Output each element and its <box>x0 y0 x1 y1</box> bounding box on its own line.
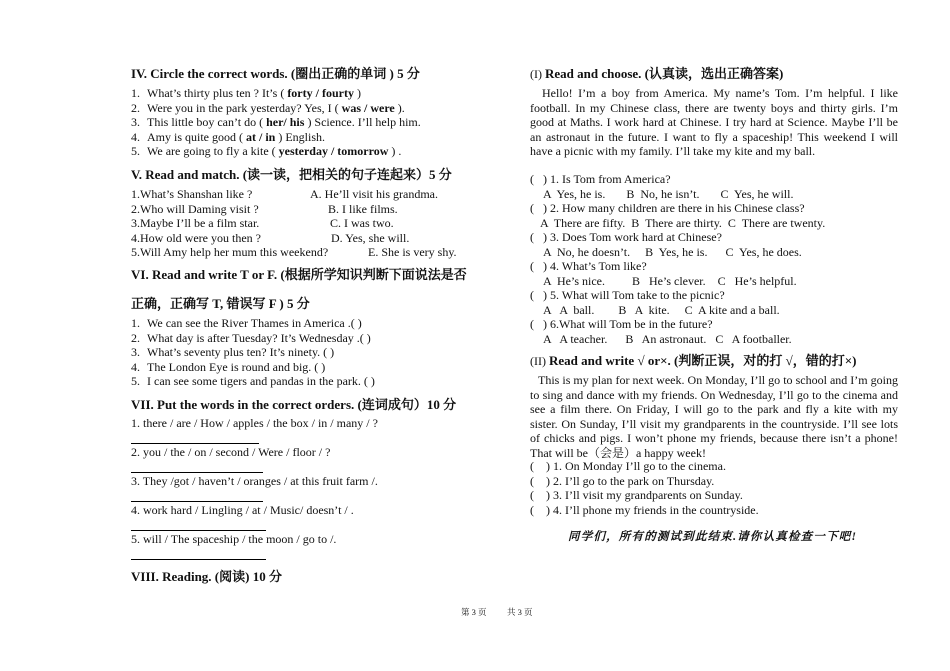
match-question: 1.What’s Shanshan like ? <box>131 187 253 201</box>
answer-options: A There are fifty. B There are thirty. C There are twenty. <box>540 215 826 230</box>
item-text: What’s seventy plus ten? It’s ninety. ( ) <box>147 345 335 359</box>
match-answer: C. I was two. <box>330 216 394 230</box>
reading-1-heading: Read and choose. (认真读，选出正确答案) <box>545 66 784 81</box>
item-number: 5. <box>131 144 140 158</box>
reading-1-prefix: (I) <box>530 67 545 81</box>
item-text: Were you in the park yesterday? Yes, I ( <box>147 100 342 115</box>
match-question: 4.How old were you then ? <box>131 230 261 245</box>
match-answer: D. Yes, she will. <box>331 230 410 245</box>
section-8-title: VIII. Reading. (阅读) 10 分 <box>131 569 282 584</box>
item-number: 4. <box>131 129 140 144</box>
tf-reading-item: ( ) 4. I’ll phone my friends in the countryside. <box>530 502 759 517</box>
answer-options: A A ball. B A kite. C A kite and a ball. <box>543 302 780 317</box>
match-question: 5.Will Amy help her mum this weekend? <box>131 245 329 259</box>
tf-item <box>131 345 334 360</box>
answer-line <box>131 501 263 502</box>
item-text: This little boy can’t do ( <box>147 115 267 129</box>
tf-item <box>131 316 362 331</box>
item-text: We can see the River Thames in America .( ) <box>147 316 362 330</box>
item-text: What day is after Tuesday? It’s Wednesday .( ) <box>147 330 371 345</box>
item-text-end: ) Science. I’ll help him. <box>304 115 421 129</box>
reading-question: ( ) 1. Is Tom from America? <box>530 172 671 186</box>
circle-item <box>131 144 401 159</box>
order-prompt: 5. will / The spaceship / the moon / go to /. <box>131 532 337 546</box>
match-answer: A. He’ll visit his grandma. <box>310 187 438 201</box>
section-4-title: IV. Circle the correct words. (圈出正确的单词 ) 5 分 <box>131 66 420 81</box>
item-number: 2. <box>131 330 140 345</box>
item-text: Amy is quite good ( <box>147 129 246 144</box>
answer-options: A No, he doesn’t. B Yes, he is. C Yes, he does. <box>543 244 802 259</box>
item-text-end: ) English. <box>275 129 326 144</box>
item-text: I can see some tigers and pandas in the park. ( ) <box>147 374 375 388</box>
tf-item <box>131 374 375 389</box>
tf-item <box>131 331 371 346</box>
item-number: 3. <box>131 115 140 129</box>
footer-page: 第 3 页 <box>461 607 487 617</box>
item-number: 5. <box>131 374 140 388</box>
circle-item <box>131 115 421 130</box>
item-number: 2. <box>131 100 140 115</box>
tf-reading-item: ( ) 2. I’ll go to the park on Thursday. <box>530 473 715 488</box>
footer-total: 共 3 页 <box>507 607 533 617</box>
circle-item <box>131 86 361 101</box>
reading-question: ( ) 4. What’s Tom like? <box>530 259 647 273</box>
order-prompt: 4. work hard / Lingling / at / Music/ doesn’t / . <box>131 503 354 517</box>
answer-line <box>131 472 263 473</box>
item-text-end: ) <box>353 86 361 100</box>
answer-line <box>131 443 259 444</box>
circle-item <box>131 130 325 145</box>
item-text-end: ). <box>394 100 405 115</box>
reading-question: ( ) 5. What will Tom take to the picnic? <box>530 288 725 302</box>
closing-note: 同学们，所有的测试到此结束.请你认真检查一下吧! <box>568 531 858 543</box>
answer-options: A Yes, he is. B No, he isn’t. C Yes, he will. <box>543 186 794 201</box>
circle-item <box>131 101 405 116</box>
item-choices: yesterday / tomorrow <box>278 144 389 158</box>
reading-1-passage: Hello! I’m a boy from America. My name’s Tom. I’m helpful. I like football. In my Chinese class, there are twenty boys and thirty girls. I’m good at Maths. I work hard at Chinese. I try hard at Science. Maybe I’ll be an astronaut in the future. I want to fly a spaceship! This weekend I will have a picnic with my family. I’ll take my kite and my ball. <box>530 86 898 158</box>
item-choices: her/ his <box>266 115 305 129</box>
item-text: The London Eye is round and big. ( ) <box>147 359 326 374</box>
order-prompt: 3. They /got / haven’t / oranges / at this fruit farm /. <box>131 474 378 488</box>
section-7-title: VII. Put the words in the correct orders. (连词成句）10 分 <box>131 397 457 412</box>
section-6-title-line2: 正确，正确写 T, 错误写 F ) 5 分 <box>131 296 310 311</box>
tf-reading-item: ( ) 1. On Monday I’ll go to the cinema. <box>530 459 726 473</box>
match-answer: E. She is very shy. <box>368 245 457 259</box>
item-number: 1. <box>131 316 140 330</box>
answer-line <box>131 530 266 531</box>
item-choices: forty / fourty <box>287 86 354 100</box>
answer-options: A He’s nice. B He’s clever. C He’s helpful. <box>543 273 797 288</box>
item-number: 4. <box>131 359 140 374</box>
reading-question: ( ) 6.What will Tom be in the future? <box>530 317 713 331</box>
reading-1-title <box>530 63 783 82</box>
reading-2-prefix: (II) <box>530 354 549 368</box>
tf-reading-item: ( ) 3. I’ll visit my grandparents on Sunday. <box>530 488 743 502</box>
order-prompt: 1. there / are / How / apples / the box / in / many / ? <box>131 416 378 430</box>
reading-2-title <box>530 350 856 369</box>
reading-question: ( ) 3. Does Tom work hard at Chinese? <box>530 230 722 244</box>
section-5-title: V. Read and match. (读一读，把相关的句子连起来）5 分 <box>131 167 452 182</box>
match-question: 2.Who will Daming visit ? <box>131 201 259 216</box>
order-prompt: 2. you / the / on / second / Were / floor / ? <box>131 445 331 459</box>
answer-line <box>131 559 266 560</box>
tf-item <box>131 360 325 375</box>
item-choices: was / were <box>341 100 395 115</box>
item-choices: at / in <box>246 129 276 144</box>
reading-question: ( ) 2. How many children are there in his Chinese class? <box>530 201 805 215</box>
section-6-title-line1: VI. Read and write T or F. (根据所学知识判断下面说法是否 <box>131 267 467 282</box>
item-text: We are going to fly a kite ( <box>147 144 279 158</box>
match-question: 3.Maybe I’ll be a film star. <box>131 216 260 230</box>
match-answer: B. I like films. <box>328 201 398 216</box>
item-number: 1. <box>131 86 140 100</box>
item-text: What’s thirty plus ten ? It’s ( <box>147 86 288 100</box>
answer-options: A A teacher. B An astronaut. C A footballer. <box>543 331 792 346</box>
reading-2-passage: This is my plan for next week. On Monday, I’ll go to school and I’m going to sing and dance with my friends. On Wednesday, I’ll go to the cinema and see a film there. On Friday, I will go to the park and fly a kite with my sister. On Sunday, I’ll visit my grandparents in the countryside. I’ll see lots of chicks and pigs. I won’t phone my friends, because there isn’t a phone! That will be（会是）a happy week! <box>530 373 898 460</box>
reading-2-heading: Read and write √ or×. (判断正误，对的打 √，错的打×) <box>548 353 857 368</box>
item-text-end: ) . <box>388 144 402 158</box>
item-number: 3. <box>131 345 140 359</box>
